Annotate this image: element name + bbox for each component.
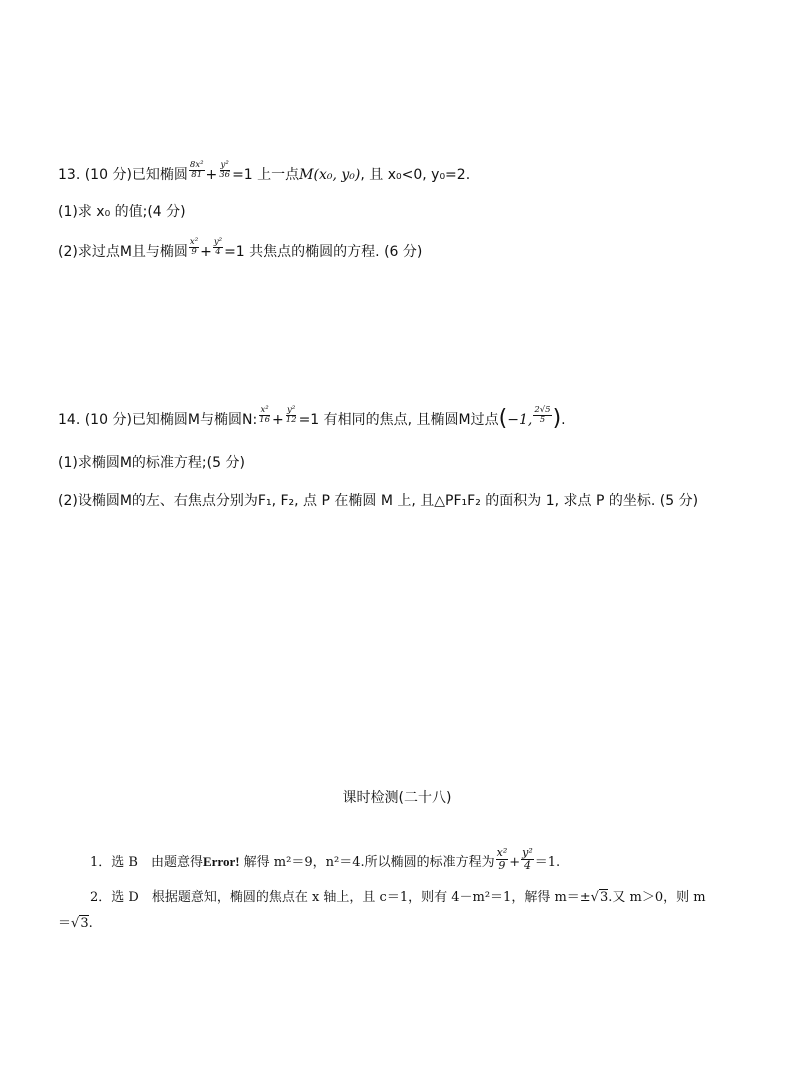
- q13-fraction-1: [189, 161, 205, 180]
- q14-point-y-den: 5: [539, 414, 546, 425]
- q14-point-y: [533, 406, 551, 425]
- answer-2-part-1: 2．选 D 根据题意知，椭圆的焦点在 x 轴上，且 c＝1，则有 4－m²＝1，解得 m＝±: [90, 890, 591, 905]
- q13-suffix-2: , 且 x₀<0, y₀=2.: [360, 167, 471, 183]
- answer-1-fraction-1: [496, 847, 509, 872]
- answer-1-end: ＝1.: [534, 855, 561, 870]
- q13-sub1: (1)求 x₀ 的值;(4 分): [58, 204, 186, 220]
- q13-sub2-fraction-1: [189, 238, 199, 257]
- answer-1-frac1-den: 9: [498, 859, 506, 872]
- answer-1-frac2-num: y²: [522, 846, 533, 859]
- q14-sub2: (2)设椭圆M的左、右焦点分别为F₁, F₂, 点 P 在椭圆 M 上, 且△PF₁F₂ 的面积为 1, 求点 P 的坐标. (5 分): [58, 493, 699, 509]
- answer-2-sqrt-2: 3: [80, 916, 89, 931]
- q13-sub2-prefix: (2)求过点M且与椭圆: [58, 244, 188, 260]
- answer-1-prefix: 1．选 B 由题意得: [90, 855, 203, 870]
- q14-frac1-den: 16: [259, 414, 270, 425]
- q14-right-paren: ): [552, 406, 562, 431]
- q14-suffix: =1 有相同的焦点, 且椭圆M过点: [298, 412, 499, 428]
- answer-2-line2-end: .: [88, 916, 93, 931]
- answer-1-fraction-2: [521, 847, 534, 872]
- q13-sub2-suffix: =1 共焦点的椭圆的方程. (6 分): [224, 244, 423, 260]
- q13-prefix: 13. (10 分)已知椭圆: [58, 167, 188, 183]
- answer-1-error: Error!: [202, 854, 240, 869]
- q14-frac2-num: y²: [287, 404, 296, 415]
- q13-frac1-den: 81: [191, 169, 203, 180]
- answer-1: [90, 846, 561, 875]
- answer-1-frac2-den: 4: [523, 859, 531, 872]
- q14-fraction-1: [258, 406, 271, 425]
- q13-sub2-frac1-num: x²: [189, 236, 199, 247]
- q14-frac1-num: x²: [260, 404, 269, 415]
- q13-frac2-num: y²: [220, 159, 229, 170]
- q13-sub2-fraction-2: [213, 238, 223, 257]
- q14-frac2-den: 12: [285, 414, 297, 425]
- q13-sub2-frac2-den: 4: [215, 246, 221, 257]
- q13-plus: +: [205, 167, 218, 183]
- answer-2-line2-eq: ＝: [58, 916, 72, 931]
- q13-sub2: [58, 236, 423, 262]
- answer-2-line-2: ＝√3.: [58, 916, 93, 931]
- q14-point-y-num: 2√5: [534, 404, 551, 415]
- q13-point: M(x₀, y₀): [299, 167, 361, 183]
- q14-sub1: (1)求椭圆M的标准方程;(5 分): [58, 455, 245, 471]
- answer-1-mid: 解得 m²＝9，n²＝4.所以椭圆的标准方程为: [239, 855, 495, 870]
- q13-suffix-1: =1 上一点: [232, 167, 300, 183]
- answer-2-line-1: 2．选 D 根据题意知，椭圆的焦点在 x 轴上，且 c＝1，则有 4－m²＝1，解得 m＝±√3.又 m＞0，则 m: [90, 890, 706, 905]
- q14-point-x: −1,: [507, 412, 533, 428]
- q14-fraction-2: [285, 406, 298, 425]
- q13-frac2-den: 36: [219, 169, 231, 180]
- answer-1-frac1-num: x²: [496, 846, 508, 859]
- answer-1-plus: +: [509, 855, 521, 870]
- q13-sub2-frac1-den: 9: [191, 246, 197, 257]
- q14-prefix: 14. (10 分)已知椭圆M与椭圆N:: [58, 412, 258, 428]
- q14-plus: +: [272, 412, 284, 428]
- q13-fraction-2: [218, 161, 231, 180]
- answer-2-part-2: .又 m＞0，则 m: [608, 890, 706, 905]
- answer-2-sqrt-1: 3: [599, 890, 609, 905]
- q13-sub2-frac2-num: y²: [213, 236, 223, 247]
- section-title: 课时检测(二十八): [342, 790, 452, 806]
- q13-frac1-num: 8x²: [189, 159, 204, 170]
- q14-end: .: [561, 412, 566, 428]
- q13-statement: [58, 159, 471, 185]
- q13-sub2-plus: +: [200, 244, 212, 260]
- q14-left-paren: (: [498, 406, 508, 431]
- q14-statement: [58, 404, 566, 431]
